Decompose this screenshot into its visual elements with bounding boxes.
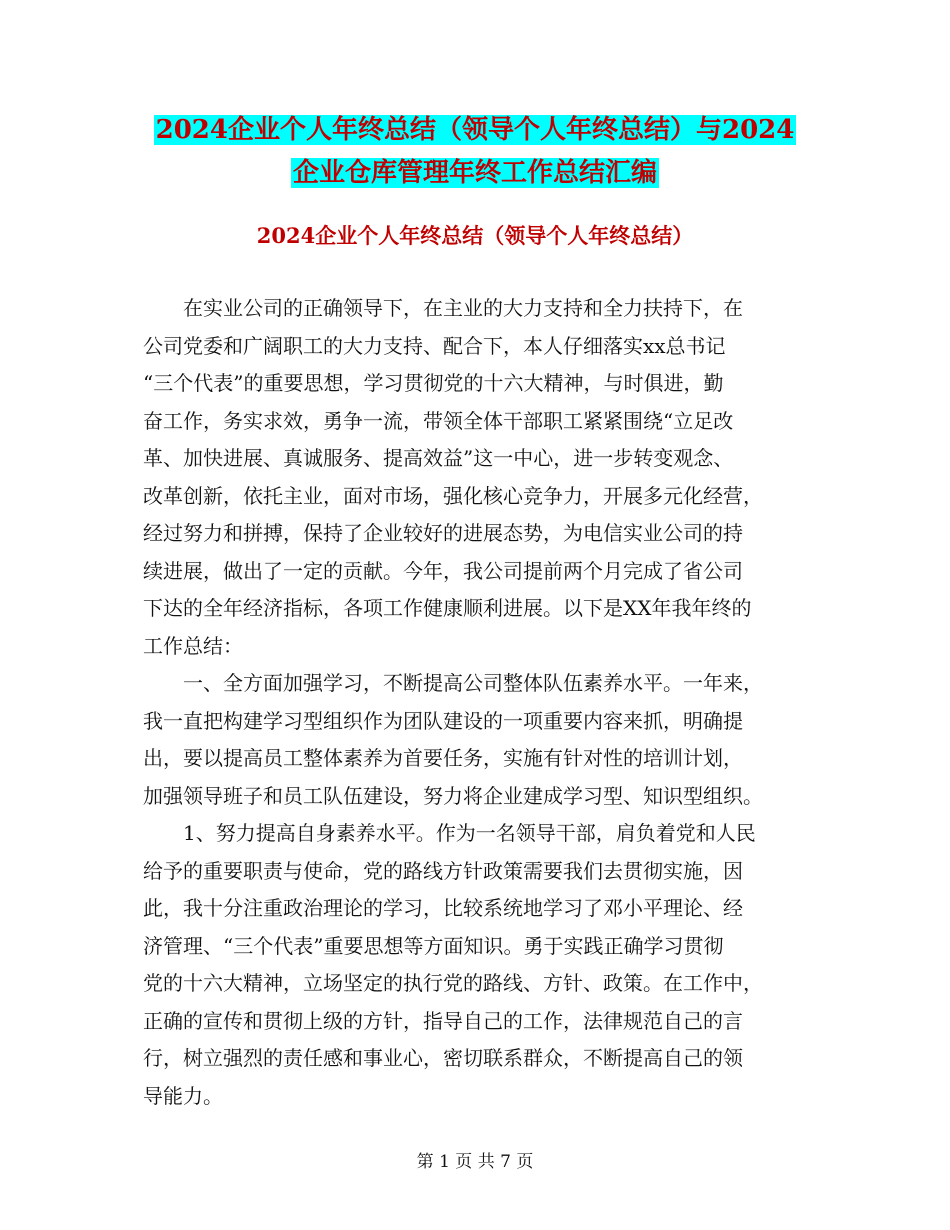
body-line: 我一直把构建学习型组织作为团队建设的一项重要内容来抓，明确提 [143,708,743,733]
body-line: 出，要以提高员工整体素养为首要任务，实施有针对性的培训计划， [143,746,743,770]
page-footer: 第 1 页 共 7 页 [416,1152,534,1172]
body-line: 在实业公司的正确领导下，在主业的大力支持和全力扶持下，在 [143,296,743,320]
document-title-text-1: 2024企业个人年终总结（领导个人年终总结）与2024 [155,115,795,145]
body-line: 下达的全年经济指标，各项工作健康顺利进展。以下是XX年我年终的 [143,596,752,620]
body-line: 济管理、“三个代表”重要思想等方面知识。勇于实践正确学习贯彻 [143,933,724,958]
body-line: 行，树立强烈的责任感和事业心，密切联系群众，不断提高自己的领 [143,1046,743,1070]
body-line: 1、努力提高自身素养水平。作为一名领导干部，肩负着党和人民 [143,821,756,845]
document-title-line-2 [0,153,950,193]
body-line: 正确的宣传和贯彻上级的方针，指导自己的工作，法律规范自己的言 [143,1008,743,1033]
body-text [143,290,809,1115]
section-title: 2024企业个人年终总结（领导个人年终总结） [256,223,694,248]
body-line: 加强领导班子和员工队伍建设，努力将企业建成学习型、知识型组织。 [143,783,763,808]
body-line: 工作总结： [143,633,243,658]
body-line: 公司党委和广阔职工的大力支持、配合下，本人仔细落实xx总书记 [143,333,726,358]
body-line: 导能力。 [143,1083,223,1108]
body-line: “三个代表”的重要思想，学习贯彻党的十六大精神，与时俱进，勤 [143,371,724,395]
body-line: 续进展，做出了一定的贡献。今年，我公司提前两个月完成了省公司 [143,558,743,583]
body-line: 党的十六大精神，立场坚定的执行党的路线、方针、政策。在工作中， [143,971,763,995]
body-line: 改革创新，依托主业，面对市场，强化核心竞争力，开展多元化经营， [143,483,763,508]
body-line: 奋工作，务实求效，勇争一流，带领全体干部职工紧紧围绕“立足改 [143,408,734,433]
body-line: 经过努力和拼搏，保持了企业较好的进展态势，为电信实业公司的持 [143,521,743,545]
body-line: 一、全方面加强学习，不断提高公司整体队伍素养水平。一年来， [143,671,763,695]
body-line: 此，我十分注重政治理论的学习，比较系统地学习了邓小平理论、经 [143,896,743,920]
document-title-text-2: 企业仓库管理年终工作总结汇编 [292,158,657,188]
body-line: 革、加快进展、真诚服务、提高效益”这一中心，进一步转变观念、 [143,446,734,470]
body-line: 给予的重要职责与使命，党的路线方针政策需要我们去贯彻实施，因 [143,858,743,883]
document-title-line-1 [0,110,950,150]
